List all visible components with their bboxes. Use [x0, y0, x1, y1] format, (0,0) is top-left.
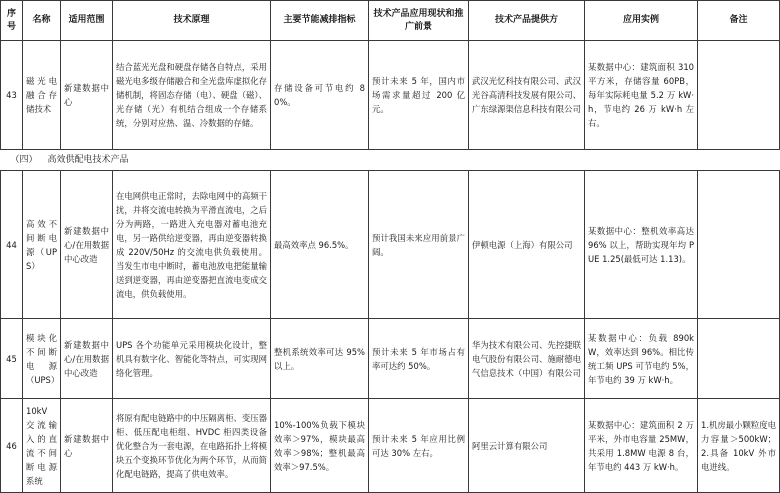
header-provider: 技术产品提供方 [469, 1, 585, 41]
table-row [1, 319, 780, 399]
row-principle: 在电网供电正常时，去除电网中的高频干扰，并将交流电转换为平滑直流电，之后分为两路，一路进入充电器对蓄电池充电，另一路供给逆变器，再由逆变器转换成 220V/50Hz 的交流电供负载使用。当发生市电中断时，蓄电池放电把能量输送到逆变器，再由逆变器把直流电变成交流电，供负载使用。 [113, 171, 271, 319]
section-title: 高效供配电技术产品 [47, 155, 129, 165]
header-principle: 技术原理 [113, 1, 271, 41]
row-prospect: 预计我国未来应用前景广阔。 [369, 171, 469, 319]
row-provider: 武汉光忆科技有限公司、武汉光谷高清科技发展有限公司、广东绿源渠信息科技有限公司 [469, 41, 585, 150]
row-note [698, 41, 780, 150]
row-scope: 新建数据中心 [61, 399, 113, 493]
row-name: 高效不间断电源（UPS） [23, 171, 61, 319]
row-scope: 新建数据中心/在用数据中心改造 [61, 319, 113, 399]
row-name: 10kV 交流输入的直流不间断电源系统 [23, 399, 61, 493]
row-prospect: 预计未来 5 年市场占有率可达约 50%。 [369, 319, 469, 399]
section-heading [1, 150, 780, 171]
header-scope: 适用范围 [61, 1, 113, 41]
header-example: 应用实例 [585, 1, 698, 41]
header-name: 名称 [23, 1, 61, 41]
row-example: 某数据中心：建筑面积 2 万平米，外市电容量 25MW，共采用 1.8MW 电源 8 台，年节电约 443 万 kW·h。 [585, 399, 698, 493]
row-name: 模块化不间断电源（UPS） [23, 319, 61, 399]
row-example: 某数据中心：负载 890kW，效率达到 96%。相比传统工频 UPS 可节电约 5%，年节电约 39 万 kW·h。 [585, 319, 698, 399]
header-indicator: 主要节能减排指标 [271, 1, 369, 41]
row-example: 某数据中心：整机效率高达 96% 以上，帮助实现年均 PUE 1.25(最低可达 1.13)。 [585, 171, 698, 319]
row-name: 磁光电融合存储技术 [23, 41, 61, 150]
table-row [1, 399, 780, 493]
row-seq: 43 [1, 41, 23, 150]
row-indicator: 存储设备可节电约 80%。 [271, 41, 369, 150]
table-header-row [1, 1, 780, 41]
row-indicator: 10%-100%负载下模块效率＞97%，模块最高效率＞98%；整机最高效率＞97.5%。 [271, 399, 369, 493]
section-heading-row [1, 150, 780, 171]
row-note [698, 171, 780, 319]
header-prospect: 技术产品应用现状和推广前景 [369, 1, 469, 41]
row-indicator: 最高效率点 96.5%。 [271, 171, 369, 319]
section-number: （四） [10, 155, 38, 165]
row-scope: 新建数据中心 [61, 41, 113, 150]
row-principle: 结合蓝光光盘和硬盘存储各自特点，采用磁光电多级存储融合和全光盘库虚拟化存储机制，将固态存储（电）、硬盘（磁）、光存储（光）有机结合组成一个存储系统，分别对应热、温、冷数据的存储。 [113, 41, 271, 150]
row-principle: UPS 各个功能单元采用模块化设计，整机具有数字化、智能化等特点，可实现网络化管理。 [113, 319, 271, 399]
row-provider: 华为技术有限公司、先控捷联电气股份有限公司、施耐德电气信息技术（中国）有限公司 [469, 319, 585, 399]
row-indicator: 整机系统效率可达 95% 以上。 [271, 319, 369, 399]
row-example: 某数据中心：建筑面积 310 平方米，存储容量 60PB，每年实际耗电量 5.2 万 kW·h，节电约 26 万 kW·h 左右。 [585, 41, 698, 150]
header-seq: 序号 [1, 1, 23, 41]
table-row [1, 41, 780, 150]
row-seq: 46 [1, 399, 23, 493]
row-note [698, 319, 780, 399]
row-principle: 将原有配电链路中的中压隔离柜、变压器柜、低压配电柜组、HVDC 柜四类设备优化整合为一套电源，在电路拓扑上将模块五个变换环节优化为两个环节，从而简化配电链路，提高了供电效率。 [113, 399, 271, 493]
row-prospect: 预计未来 5 年，国内市场需求量超过 200 亿元。 [369, 41, 469, 150]
row-seq: 44 [1, 171, 23, 319]
row-prospect: 预计未来 5 年应用比例可达 30% 左右。 [369, 399, 469, 493]
row-provider: 阿里云计算有限公司 [469, 399, 585, 493]
row-seq: 45 [1, 319, 23, 399]
header-note: 备注 [698, 1, 780, 41]
table-row [1, 171, 780, 319]
row-scope: 新建数据中心/在用数据中心改造 [61, 171, 113, 319]
row-provider: 伊顿电源（上海）有限公司 [469, 171, 585, 319]
row-note: 1.机房最小颗粒度电力容量＞500kW；2.具备 10kV 外市电进线。 [698, 399, 780, 493]
